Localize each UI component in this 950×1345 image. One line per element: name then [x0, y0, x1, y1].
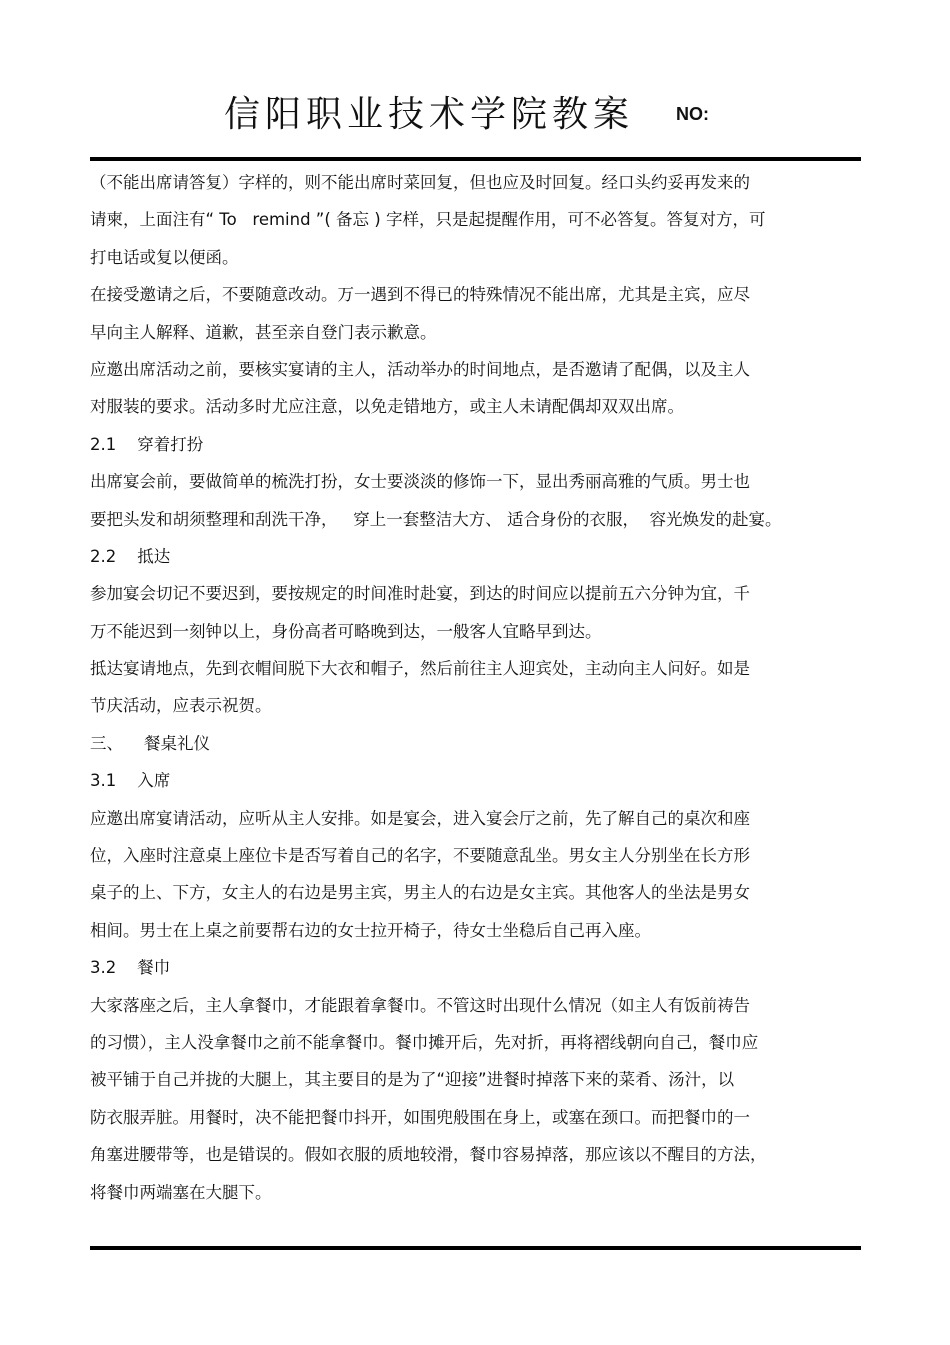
body-line: 节庆活动，应表示祝贺。 — [90, 696, 272, 716]
body-line: 应邀出席活动之前，要核实宴请的主人，活动举办的时间地点，是否邀请了配偶，以及主人 — [90, 359, 750, 379]
body-line: （不能出席请答复）字样的，则不能出席时菜回复，但也应及时回复。经口头约妥再发来的 — [90, 173, 750, 192]
body-line: 位，入座时注意桌上座位卡是否写着自己的名字，不要随意乱坐。男女主人分别坐在长方形 — [90, 846, 750, 866]
body-line: 参加宴会切记不要迟到，要按规定的时间准时赴宴，到达的时间应以提前五六分钟为宜，千 — [90, 584, 750, 604]
section-heading: 3.1 入席 — [90, 771, 171, 791]
document-title: 信阳职业技术学院教案 — [224, 94, 635, 135]
body-line: 在接受邀请之后，不要随意改动。万一遇到不得已的特殊情况不能出席，尤其是主宾，应尽 — [90, 285, 750, 305]
section-heading: 2.1 穿着打扮 — [90, 434, 204, 454]
document-number-label: NO: — [676, 104, 709, 124]
header-divider — [90, 157, 861, 161]
section-heading: 2.2 抵达 — [90, 546, 171, 566]
body-line: 出席宴会前，要做简单的梳洗打扮，女士要淡淡的修饰一下，显出秀丽高雅的气质。男士也 — [90, 472, 750, 492]
body-line: 角塞进腰带等，也是错误的。假如衣服的质地较滑，餐巾容易掉落，那应该以不醒目的方法， — [90, 1145, 767, 1165]
body-line: 大家落座之后，主人拿餐巾，才能跟着拿餐巾。不管这时出现什么情况（如主人有饭前祷告 — [90, 995, 750, 1015]
body-line: 防衣服弄脏。用餐时，决不能把餐巾抖开，如围兜般围在身上，或塞在颈口。而把餐巾的一 — [90, 1107, 750, 1127]
body-line: 打电话或复以便函。 — [90, 247, 239, 267]
body-line: 早向主人解释、道歉，甚至亲自登门表示歉意。 — [90, 322, 437, 342]
body-line: 请柬，上面注有“ To remind ”( 备忘 ) 字样，只是起提醒作用，可不必答复。答复对方，可 — [90, 210, 766, 230]
body-line: 相间。男士在上桌之前要帮右边的女士拉开椅子，待女士坐稳后自己再入座。 — [90, 920, 651, 940]
section-heading: 3.2 餐巾 — [90, 958, 171, 978]
body-line: 对服装的要求。活动多时尤应注意，以免走错地方，或主人未请配偶却双双出席。 — [90, 397, 684, 417]
body-line: 万不能迟到一刻钟以上，身份高者可略晚到达，一般客人宜略早到达。 — [90, 621, 602, 641]
page-header — [0, 82, 950, 142]
body-line: 抵达宴请地点，先到衣帽间脱下大衣和帽子，然后前往主人迎宾处，主动向主人问好。如是 — [90, 659, 750, 679]
body-line: 的习惯），主人没拿餐巾之前不能拿餐巾。餐巾摊开后，先对折，再将褶线朝向自己，餐巾应 — [90, 1032, 759, 1052]
body-line: 将餐巾两端塞在大腿下。 — [90, 1182, 272, 1202]
document-body — [90, 164, 861, 1211]
body-line: 桌子的上、下方，女主人的右边是男主宾，男主人的右边是女主宾。其他客人的坐法是男女 — [90, 883, 750, 903]
body-line: 要把头发和胡须整理和刮洗干净， 穿上一套整洁大方、 适合身份的衣服， 容光焕发的赴宴。 — [90, 509, 782, 529]
body-line: 应邀出席宴请活动，应听从主人安排。如是宴会，进入宴会厅之前，先了解自己的桌次和座 — [90, 808, 750, 828]
footer-divider — [90, 1246, 861, 1250]
body-line: 被平铺于自己并拢的大腿上，其主要目的是为了“迎接”进餐时掉落下来的菜肴、汤汁，以 — [90, 1070, 735, 1090]
chapter-heading: 三、 餐桌礼仪 — [90, 733, 210, 753]
